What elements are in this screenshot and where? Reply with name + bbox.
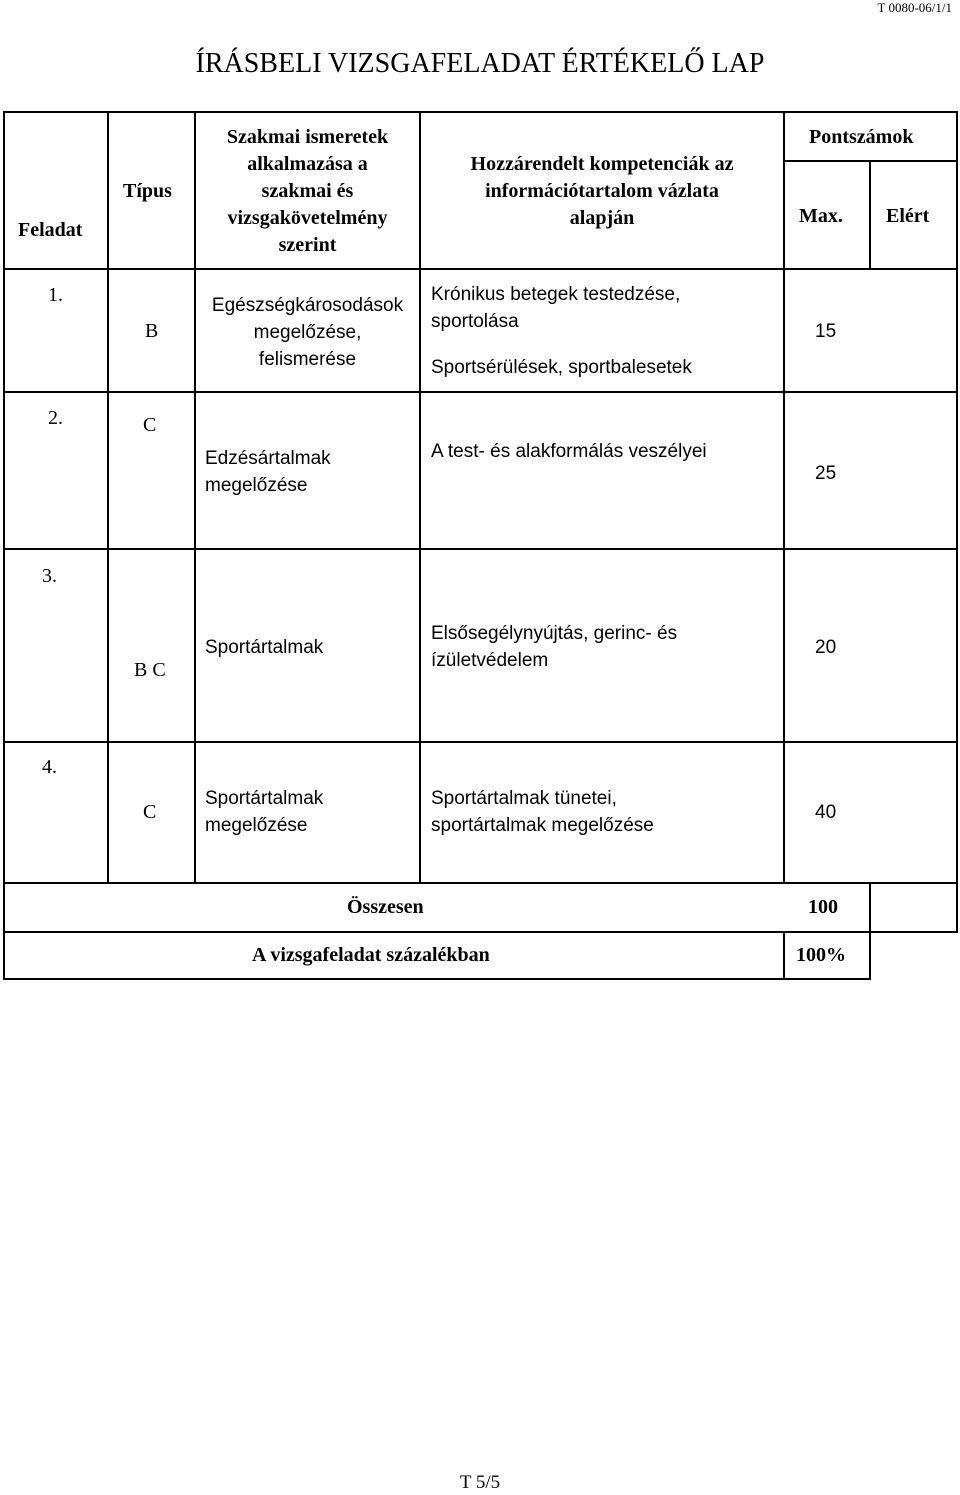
page-number: T 5/5 [459, 1472, 501, 1493]
row-topic [196, 292, 419, 373]
row-topic [205, 785, 323, 839]
header-max: Max. [799, 205, 843, 227]
row-divider [3, 548, 958, 550]
row-type: B C [134, 659, 166, 681]
page-title: ÍRÁSBELI VIZSGAFELADAT ÉRTÉKELŐ LAP [195, 48, 765, 79]
summary-total-label: Összesen [347, 896, 424, 918]
row-competence-line: sportártalmak megelőzése [431, 815, 654, 836]
row-divider [3, 268, 958, 270]
row-max: 25 [815, 463, 837, 484]
row-competence-line: sportolása [431, 311, 519, 332]
col-divider [869, 160, 871, 269]
row-competence-line: Krónikus betegek testedzése, [431, 284, 681, 305]
col-divider [107, 111, 109, 884]
row-competence-line: Elsősegélynyújtás, gerinc- és [431, 623, 678, 644]
row-number: 1. [48, 284, 63, 306]
row-type: C [143, 801, 157, 823]
header-kompetencia [421, 151, 783, 232]
header-tipus: Típus [123, 180, 172, 202]
row-type: C [143, 414, 157, 436]
header-elert: Elért [886, 205, 930, 227]
row-max: 15 [815, 321, 837, 342]
row-number: 3. [42, 565, 57, 587]
summary-percent-label: A vizsgafeladat százalékban [252, 944, 490, 966]
header-szakmai [196, 124, 419, 259]
row-topic-line: Egészségkárosodások [211, 295, 404, 316]
row-competence-line: A test- és alakformálás veszélyei [431, 441, 707, 462]
header-subdivider [783, 160, 958, 162]
row-divider [3, 741, 958, 743]
row-topic-line: Sportártalmak [205, 788, 324, 809]
row-number: 2. [48, 407, 63, 429]
row-divider [3, 391, 958, 393]
header-kompetencia-line: Hozzárendelt kompetenciák az [470, 153, 734, 175]
row-topic-line: Sportártalmak [205, 637, 324, 658]
document-code: T 0080-06/1/1 [877, 0, 952, 15]
header-szakmai-line: alkalmazása a [247, 153, 368, 175]
col-divider [783, 111, 785, 884]
header-feladat: Feladat [18, 219, 83, 241]
summary-divider [869, 882, 871, 933]
row-competence-line: Sportsérülések, sportbalesetek [431, 357, 692, 378]
header-kompetencia-line: információtartalom vázlata [485, 180, 719, 202]
row-competence-line: ízületvédelem [431, 650, 549, 671]
row-topic-line: megelőzése [205, 475, 308, 496]
header-szakmai-line: szerint [278, 234, 337, 256]
summary-percent-value: 100% [796, 944, 846, 966]
row-type: B [145, 320, 159, 342]
row-max: 40 [815, 802, 837, 823]
row-topic [205, 445, 331, 499]
row-topic-line: Edzésártalmak [205, 448, 331, 469]
header-kompetencia-line: alapján [569, 207, 635, 229]
header-szakmai-line: szakmai és [261, 180, 354, 202]
row-number: 4. [42, 756, 57, 778]
row-topic-line: megelőzése, [253, 322, 362, 343]
header-szakmai-line: vizsgakövetelmény [227, 207, 388, 229]
summary-divider [783, 931, 785, 980]
row-competence-line: Sportártalmak tünetei, [431, 788, 617, 809]
row-topic-line: felismerése [258, 349, 357, 370]
row-topic-line: megelőzése [205, 815, 308, 836]
summary-total-value: 100 [808, 896, 838, 918]
header-szakmai-line: Szakmai ismeretek [226, 126, 389, 148]
row-max: 20 [815, 637, 837, 658]
header-pontszamok: Pontszámok [809, 126, 914, 148]
